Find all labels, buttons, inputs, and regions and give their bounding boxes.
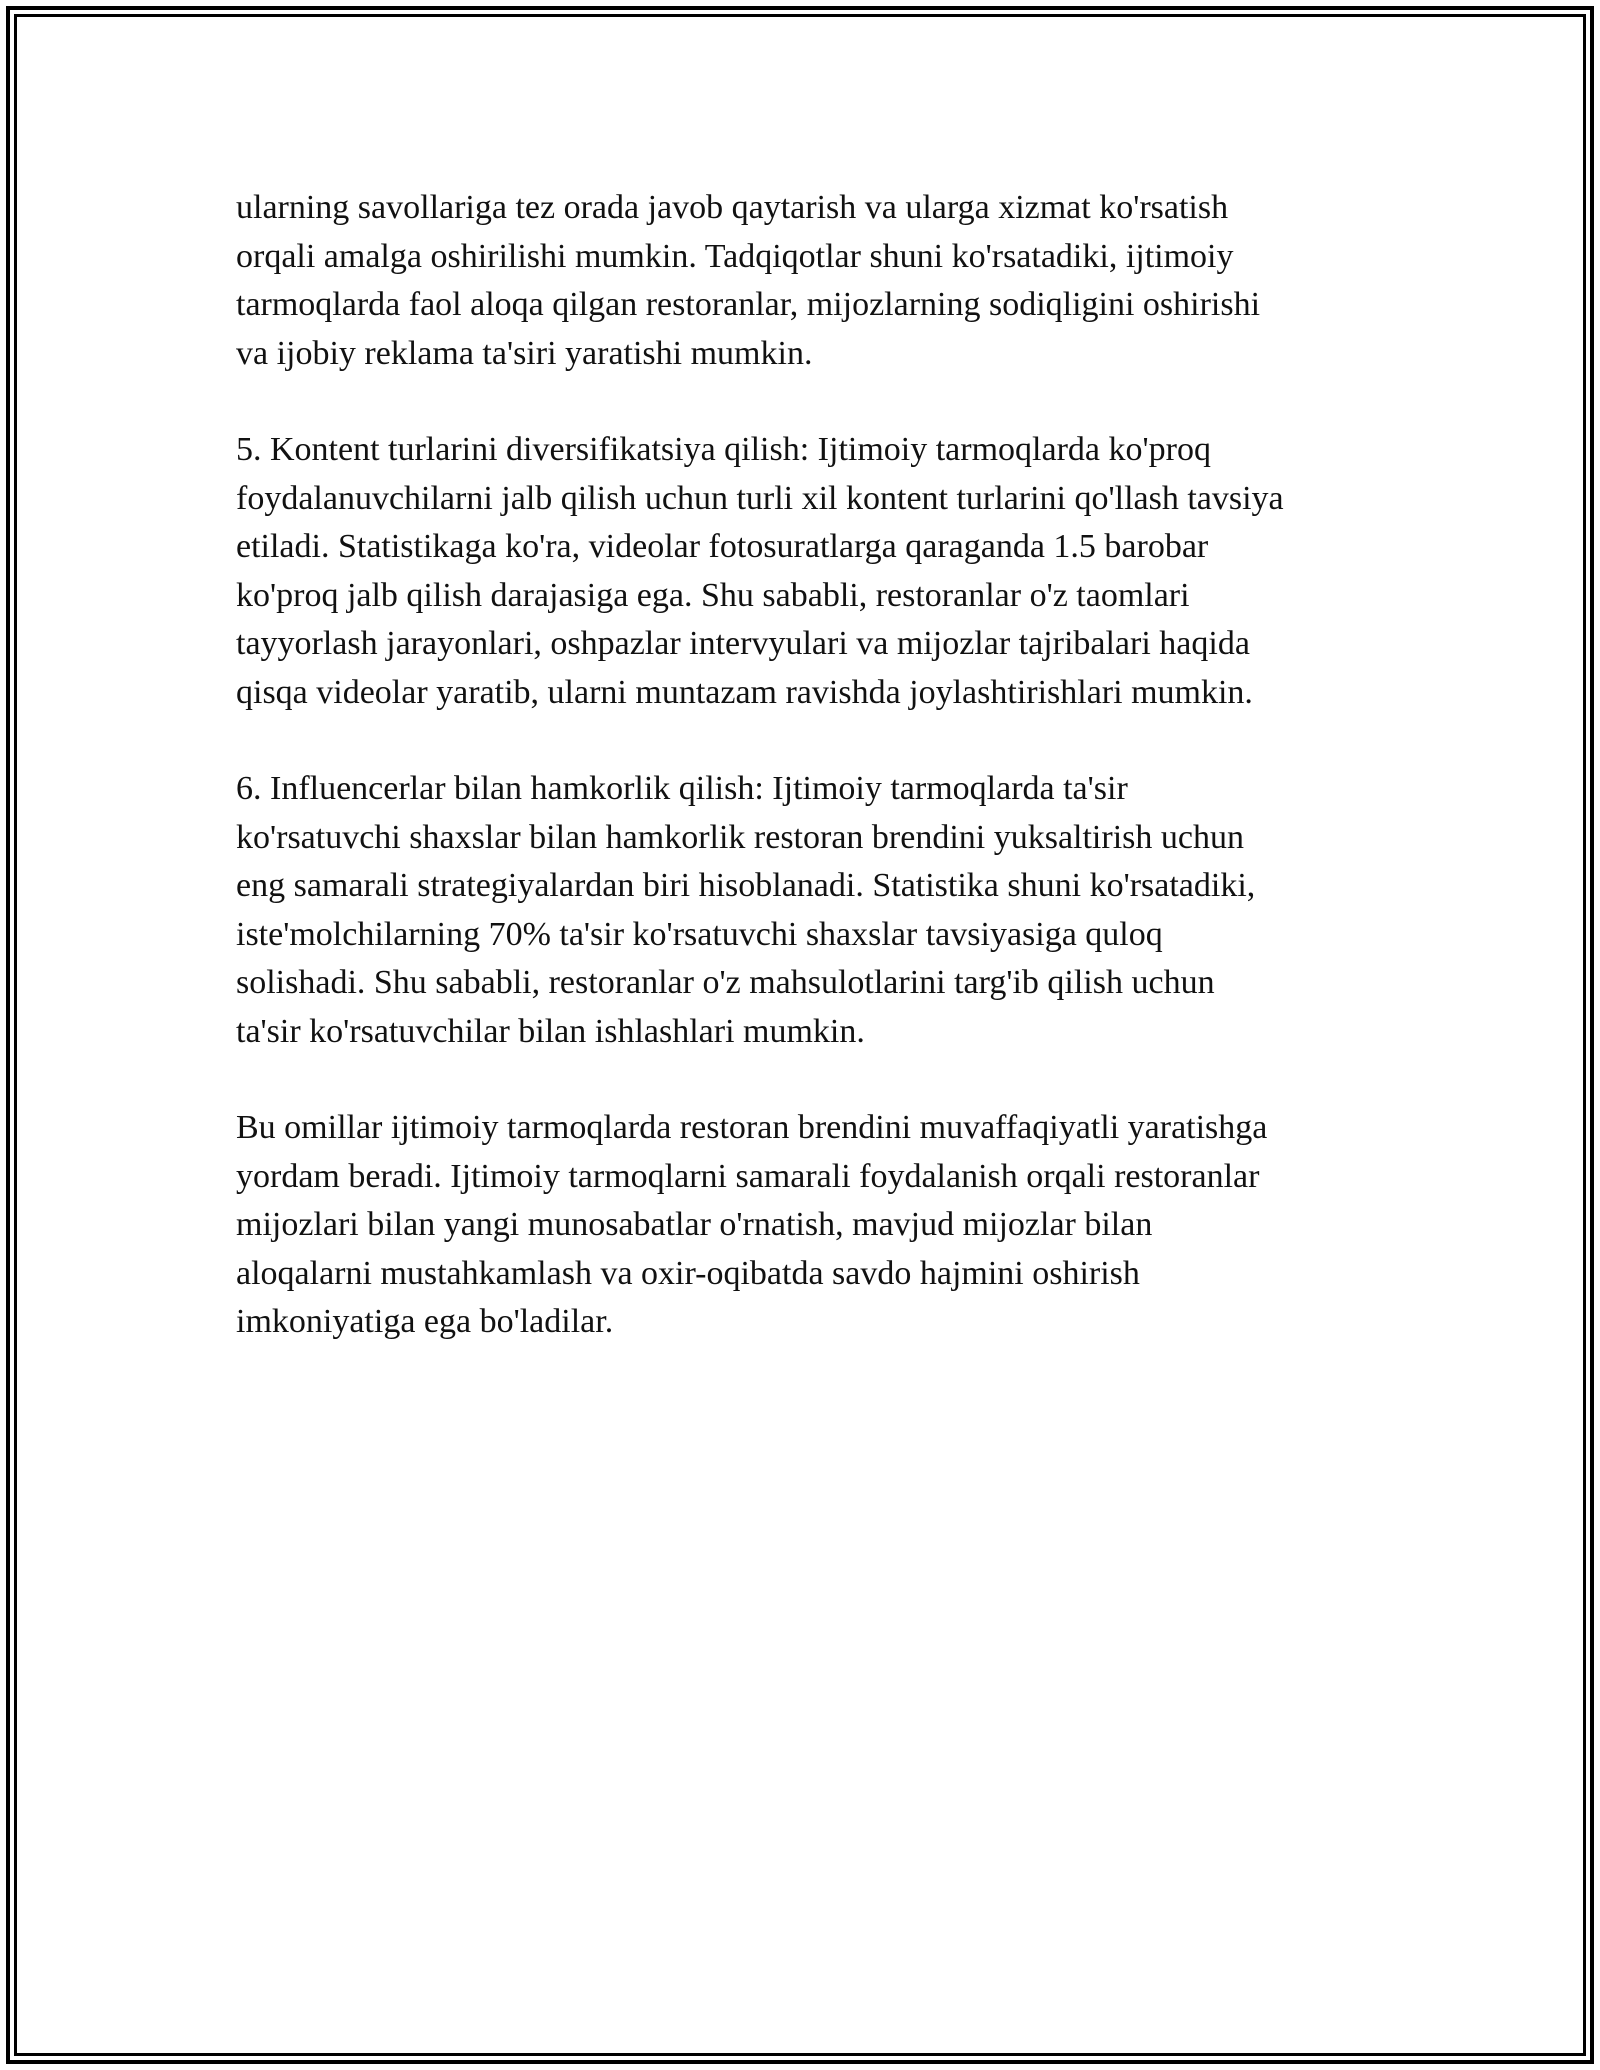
text-line: foydalanuvchilarni jalb qilish uchun turli xil kontent turlarini qo'llash tavsiya <box>236 479 1284 517</box>
paragraph-intro-continuation <box>236 184 1376 378</box>
text-line: etiladi. Statistikaga ko'ra, videolar fotosuratlarga qaraganda 1.5 barobar <box>236 528 1209 565</box>
text-line: ko'proq jalb qilish darajasiga ega. Shu sababli, restoranlar o'z taomlari <box>236 576 1190 614</box>
paragraph-item-5 <box>236 426 1376 717</box>
text-line: ta'sir ko'rsatuvchilar bilan ishlashlari mumkin. <box>236 1012 865 1050</box>
text-line: imkoniyatiga ega bo'ladilar. <box>236 1303 614 1340</box>
text-line: va ijobiy reklama ta'siri yaratishi mumkin. <box>236 334 813 372</box>
text-line: eng samarali strategiyalardan biri hisoblanadi. Statistika shuni ko'rsatadiki, <box>236 867 1256 904</box>
text-line: 6. Influencerlar bilan hamkorlik qilish: Ijtimoiy tarmoqlarda ta'sir <box>236 770 1128 807</box>
text-line: yordam beradi. Ijtimoiy tarmoqlarni samarali foydalanish orqali restoranlar <box>236 1157 1260 1195</box>
text-line: ularning savollariga tez orada javob qaytarish va ularga xizmat ko'rsatish <box>236 189 1229 226</box>
text-line: solishadi. Shu sababli, restoranlar o'z mahsulotlarini targ'ib qilish uchun <box>236 964 1215 1001</box>
text-line: orqali amalga oshirilishi mumkin. Tadqiqotlar shuni ko'rsatadiki, ijtimoiy <box>236 237 1234 275</box>
text-line: tayyorlash jarayonlari, oshpazlar intervyulari va mijozlar tajribalari haqida <box>236 625 1250 662</box>
text-line: 5. Kontent turlarini diversifikatsiya qilish: Ijtimoiy tarmoqlarda ko'proq <box>236 431 1211 468</box>
text-line: aloqalarni mustahkamlash va oxir-oqibatda savdo hajmini oshirish <box>236 1254 1140 1292</box>
document-body <box>236 184 1376 1395</box>
text-line: qisqa videolar yaratib, ularni muntazam ravishda joylashtirishlari mumkin. <box>236 673 1253 711</box>
text-line: Bu omillar ijtimoiy tarmoqlarda restoran brendini muvaffaqiyatli yaratishga <box>236 1109 1268 1146</box>
text-line: iste'molchilarning 70% ta'sir ko'rsatuvchi shaxslar tavsiyasiga quloq <box>236 915 1163 953</box>
paragraph-item-6 <box>236 765 1376 1056</box>
text-line: ko'rsatuvchi shaxslar bilan hamkorlik restoran brendini yuksaltirish uchun <box>236 818 1244 856</box>
paragraph-conclusion <box>236 1104 1376 1347</box>
text-line: mijozlari bilan yangi munosabatlar o'rnatish, mavjud mijozlar bilan <box>236 1206 1153 1243</box>
text-line: tarmoqlarda faol aloqa qilgan restoranlar, mijozlarning sodiqligini oshirishi <box>236 286 1261 323</box>
